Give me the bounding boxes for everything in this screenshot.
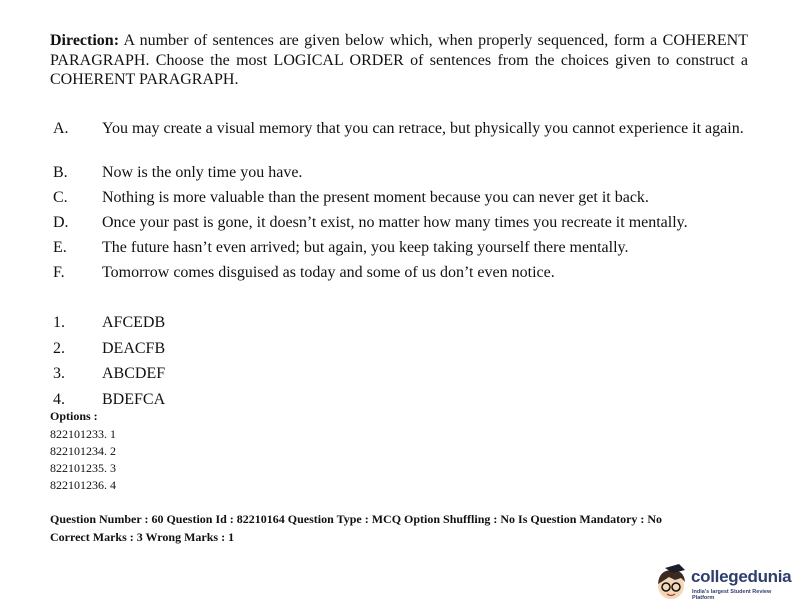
logo-name: collegedunia <box>691 567 792 586</box>
sentence-label: F. <box>53 264 65 281</box>
option-id: 822101233. 1 <box>50 427 116 441</box>
option-id: 822101235. 3 <box>50 461 116 475</box>
logo-tagline: India's largest Student Review Platform <box>692 589 772 601</box>
sentence-label: E. <box>53 239 67 256</box>
sentence-text: You may create a visual memory that you can retrace, but physically you cannot experience it again. <box>102 120 744 137</box>
direction-paragraph <box>50 31 748 90</box>
choice-label: 4. <box>53 391 65 408</box>
collegedunia-logo <box>655 562 790 608</box>
choice-text: AFCEDB <box>102 314 166 331</box>
choice-label: 3. <box>53 365 65 382</box>
choice-text: DEACFB <box>102 340 166 357</box>
sentence-text: Now is the only time you have. <box>102 164 303 181</box>
choice-text: ABCDEF <box>102 365 166 382</box>
direction-label: Direction: <box>50 32 120 49</box>
choice-text: BDEFCA <box>102 391 166 408</box>
option-id: 822101236. 4 <box>50 478 116 492</box>
choice-label: 1. <box>53 314 65 331</box>
direction-text: A number of sentences are given below which, when properly sequenced, form a COHERENT PARAGRAPH. Choose the most LOGICAL ORDER of sentences from the choices given to construct a COHERENT PARAGRAPH. <box>50 32 748 88</box>
question-meta: Question Number : 60 Question Id : 82210164 Question Type : MCQ Option Shuffling : No Is Question Mandatory : No <box>50 512 663 526</box>
sentence-label: C. <box>53 189 68 206</box>
sentence-text: Once your past is gone, it doesn’t exist, no matter how many times you recreate it mentally. <box>102 214 688 231</box>
sentence-label: B. <box>53 164 68 181</box>
sentence-text: Tomorrow comes disguised as today and some of us don’t even notice. <box>102 264 555 281</box>
mascot-icon <box>655 562 689 606</box>
option-id: 822101234. 2 <box>50 444 116 458</box>
sentence-label: D. <box>53 214 69 231</box>
marks-meta: Correct Marks : 3 Wrong Marks : 1 <box>50 530 235 544</box>
sentence-label: A. <box>53 120 69 137</box>
sentence-text: The future hasn’t even arrived; but again, you keep taking yourself there mentally. <box>102 239 629 256</box>
options-title: Options : <box>50 409 98 423</box>
sentence-text: Nothing is more valuable than the present moment because you can never get it back. <box>102 189 649 206</box>
choice-label: 2. <box>53 340 65 357</box>
